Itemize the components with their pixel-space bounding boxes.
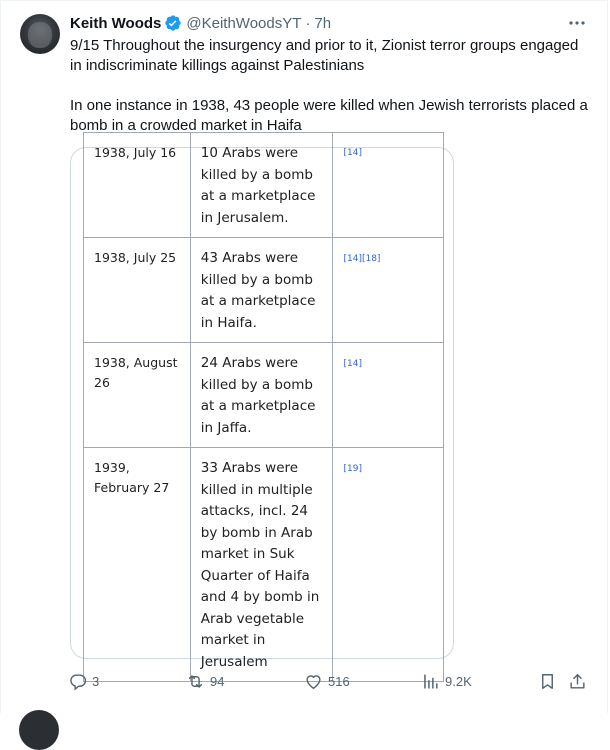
table-cell-date: 1939, February 27 <box>84 448 191 682</box>
heart-icon <box>304 672 323 691</box>
next-tweet-avatar[interactable] <box>19 710 59 750</box>
views-chart-icon <box>421 672 440 691</box>
share-icon <box>568 672 587 691</box>
table-row <box>84 343 444 448</box>
bookmark-button[interactable] <box>538 670 557 692</box>
table-cell-date: 1938, July 25 <box>84 238 191 343</box>
share-button[interactable] <box>568 670 587 692</box>
views-button[interactable] <box>421 670 472 692</box>
tweet-header <box>70 12 331 34</box>
tweet-actions <box>68 670 588 692</box>
repost-count: 94 <box>210 673 225 689</box>
table-cell-refs: [14] <box>333 343 444 448</box>
table-row <box>84 238 444 343</box>
table-row <box>84 133 444 238</box>
table-cell-refs: [19] <box>333 448 444 682</box>
reply-icon <box>68 672 87 691</box>
more-dots-icon[interactable] <box>567 13 587 33</box>
reply-count: 3 <box>92 673 100 689</box>
like-button[interactable] <box>304 670 350 692</box>
bookmark-icon <box>538 672 557 691</box>
table-cell-description: 10 Arabs were killed by a bomb at a marketplace in Jerusalem. <box>190 133 333 238</box>
tweet-text <box>70 36 590 136</box>
header-separator: · <box>305 14 311 32</box>
repost-icon <box>186 672 205 691</box>
table-cell-description: 33 Arabs were killed in multiple attacks, incl. 24 by bomb in Arab market in Suk Quarter of Haifa and 4 by bomb in Arab vegetable market in Jerusalem <box>190 448 333 682</box>
table-cell-refs: [14] <box>333 133 444 238</box>
views-count: 9.2K <box>445 673 472 689</box>
tweet-paragraph-1: 9/15 Throughout the insurgency and prior to it, Zionist terror groups engaged in indiscriminate killings against Palestinians <box>70 37 579 74</box>
like-count: 516 <box>328 673 350 689</box>
table-cell-description: 24 Arabs were killed by a bomb at a marketplace in Jaffa. <box>190 343 333 448</box>
wiki-table <box>83 132 444 682</box>
tweet-media-image[interactable] <box>70 145 454 670</box>
table-cell-description: 43 Arabs were killed by a bomb at a marketplace in Haifa. <box>190 238 333 343</box>
tweet-time[interactable]: 7h <box>314 14 332 32</box>
table-row <box>84 448 444 682</box>
repost-button[interactable] <box>186 670 224 692</box>
table-cell-date: 1938, July 16 <box>84 133 191 238</box>
table-cell-refs: [14][18] <box>333 238 444 343</box>
author-name[interactable]: Keith Woods <box>70 14 162 32</box>
verified-badge-icon[interactable] <box>164 14 182 32</box>
reply-button[interactable] <box>68 670 99 692</box>
tweet-paragraph-2: In one instance in 1938, 43 people were killed when Jewish terrorists placed a bomb in a crowded market in Haifa <box>70 97 588 134</box>
author-avatar[interactable] <box>20 14 60 54</box>
table-cell-date: 1938, August 26 <box>84 343 191 448</box>
author-handle[interactable]: @KeithWoodsYT <box>186 14 302 32</box>
